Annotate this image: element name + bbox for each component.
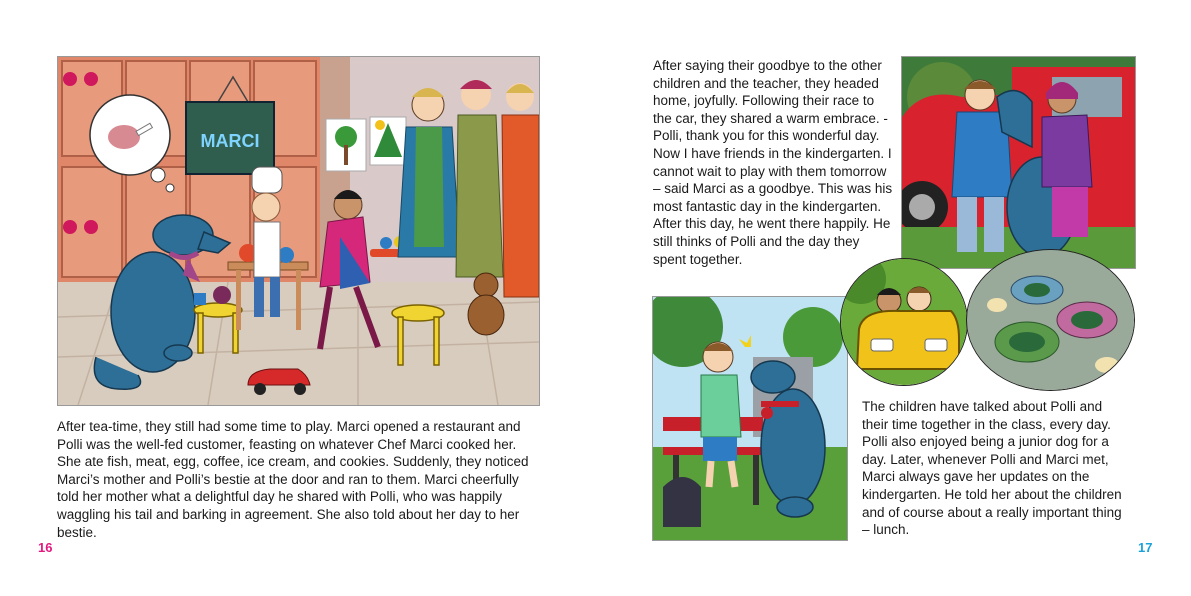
right-page-top-paragraph: After saying their goodbye to the other children and the teacher, they headed home, joyfully. Following their race to the car, they shared a warm embrace. - Polli, thank you for this wonderful day. Now I have friends in the kindergarten. I cannot wait to play with them tomorrow – said Marci as a goodbye. This was his most fantastic day in the kindergarten. After this day, he went there happily. He still thinks of Polli and the day they spent together. <box>653 58 893 267</box>
left-page-paragraph: After tea-time, they still had some time to play. Marci opened a restaurant and Polli was the well-fed customer, feasting on whatever Chef Marci cooked her. She ate fish, meat, egg, coffee, ice cream, and cookies. Suddenly, they noticed Marci’s mother and Polli’s bestie at the door and ran to them. Marci cheerfully told her mother what a delightful day he shared with Polli, who was happily waggling his tail and barking in agreement. She also told about her day to her bestie. <box>57 419 529 540</box>
family-in-car-circle-illustration <box>840 258 968 386</box>
left-page-number: 16 <box>38 540 53 555</box>
boy-and-dog-on-bench-illustration <box>652 296 848 541</box>
lunch-plates-circle-illustration <box>966 249 1135 391</box>
hug-by-car-illustration <box>901 56 1136 269</box>
restaurant-play-illustration <box>57 56 540 406</box>
right-page-number: 17 <box>1138 540 1153 555</box>
right-page-bottom-paragraph: The children have talked about Polli and their time together in the class, every day. Polli also enjoyed being a junior dog for a day. Later, whenever Polli and Marci met, Marci always gave her updates on the kindergarten. He told her about the children and of course about a really important thing – lunch. <box>862 399 1122 538</box>
chalkboard-text: MARCI <box>200 131 260 151</box>
